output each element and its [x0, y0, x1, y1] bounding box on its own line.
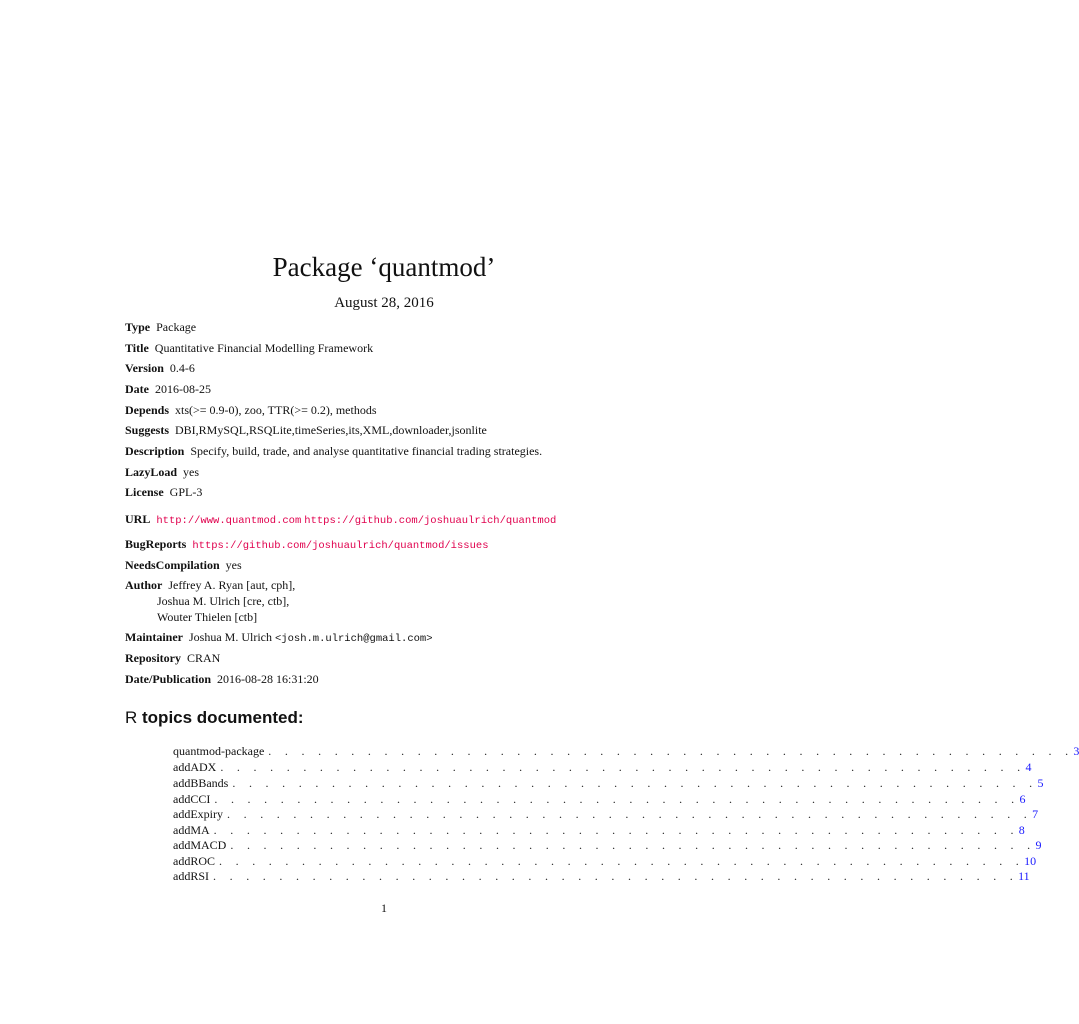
field-maintainer — [125, 629, 433, 647]
toc-leader-dots: . . . . . . . . . . . . . . . . . . . . . . . . . . . . . . . . . . . . . . . . . . . . . . . . . — [214, 792, 1020, 806]
field-title — [125, 340, 373, 356]
field-label: BugReports — [125, 537, 187, 551]
toc-leader-dots: . . . . . . . . . . . . . . . . . . . . . . . . . . . . . . . . . . . . . . . . . . . . . . . . . — [219, 854, 1025, 868]
field-label: Description — [125, 444, 185, 458]
field-label: License — [125, 485, 164, 499]
toc-row[interactable] — [173, 853, 1037, 869]
toc-page-link[interactable]: 5 — [1037, 776, 1044, 790]
field-value: DBI,RMySQL,RSQLite,timeSeries,its,XML,downloader,jsonlite — [175, 423, 487, 437]
toc-row[interactable] — [173, 806, 1039, 822]
field-date — [125, 381, 211, 397]
toc-leader-dots: . . . . . . . . . . . . . . . . . . . . . . . . . . . . . . . . . . . . . . . . . . . . . . . . . — [227, 807, 1033, 821]
field-label: Maintainer — [125, 630, 183, 644]
field-value: Package — [156, 320, 197, 334]
field-value: xts(>= 0.9-0), zoo, TTR(>= 0.2), methods — [175, 403, 377, 417]
field-label: Repository — [125, 651, 181, 665]
field-bugreports — [125, 536, 489, 554]
toc-entry-name[interactable]: addRSI — [173, 869, 209, 883]
toc-page-link[interactable]: 3 — [1073, 744, 1079, 758]
maintainer-email: <josh.m.ulrich@gmail.com> — [275, 633, 433, 645]
author-line-2: Joshua M. Ulrich [cre, ctb], — [157, 594, 290, 608]
toc-row[interactable] — [173, 868, 1030, 884]
field-label: Suggests — [125, 423, 170, 437]
field-label: Date — [125, 382, 149, 396]
toc-entry-name[interactable]: addBBands — [173, 776, 229, 790]
field-label: URL — [125, 512, 151, 526]
toc-page-link[interactable]: 6 — [1019, 792, 1026, 806]
toc-leader-dots: . . . . . . . . . . . . . . . . . . . . . . . . . . . . . . . . . . . . . . . . . . . . . . . . . — [213, 823, 1019, 837]
toc-entry-name[interactable]: quantmod-package — [173, 744, 265, 758]
toc-row[interactable] — [173, 837, 1042, 853]
field-description — [125, 443, 542, 459]
url-link-github[interactable]: https://github.com/joshuaulrich/quantmod — [304, 515, 557, 527]
toc-page-link[interactable]: 8 — [1018, 823, 1025, 837]
toc-leader-dots: . . . . . . . . . . . . . . . . . . . . . . . . . . . . . . . . . . . . . . . . . . . . . . . . . — [220, 760, 1026, 774]
toc-page-link[interactable]: 11 — [1018, 869, 1030, 883]
field-value: yes — [225, 558, 242, 572]
topics-heading-text: topics documented: — [142, 708, 304, 727]
field-value: CRAN — [187, 651, 221, 665]
toc-row[interactable] — [173, 791, 1026, 807]
field-value: 0.4-6 — [169, 361, 195, 375]
bugreports-link[interactable]: https://github.com/joshuaulrich/quantmod/issues — [192, 540, 489, 552]
field-value: Quantitative Financial Modelling Framework — [154, 341, 374, 355]
toc-entry-name[interactable]: addADX — [173, 760, 217, 774]
package-title: Package ‘quantmod’ — [272, 252, 496, 282]
r-prefix: R — [125, 708, 138, 727]
toc-page-link[interactable]: 4 — [1025, 760, 1032, 774]
field-label: Version — [125, 361, 164, 375]
field-suggests — [125, 422, 487, 438]
field-datepublication — [125, 671, 319, 687]
toc-entry-name[interactable]: addMACD — [173, 838, 227, 852]
maintainer-name: Joshua M. Ulrich — [189, 630, 272, 644]
field-label: Title — [125, 341, 149, 355]
page-number: 1 — [381, 901, 387, 915]
field-label: LazyLoad — [125, 465, 178, 479]
field-value: 2016-08-25 — [155, 382, 211, 396]
field-depends — [125, 402, 377, 418]
toc-leader-dots: . . . . . . . . . . . . . . . . . . . . . . . . . . . . . . . . . . . . . . . . . . . . . . . . . — [230, 838, 1036, 852]
toc-row[interactable] — [173, 775, 1044, 791]
toc-row[interactable] — [173, 743, 1079, 759]
toc-leader-dots: . . . . . . . . . . . . . . . . . . . . . . . . . . . . . . . . . . . . . . . . . . . . . . . . . — [268, 744, 1074, 758]
toc-row[interactable] — [173, 822, 1025, 838]
toc-entry-name[interactable]: addCCI — [173, 792, 211, 806]
toc-entry-name[interactable]: addExpiry — [173, 807, 223, 821]
toc-row[interactable] — [173, 759, 1032, 775]
field-label: Type — [125, 320, 151, 334]
field-license — [125, 484, 202, 500]
field-url — [125, 511, 556, 529]
field-value: Specify, build, trade, and analyse quantitative financial trading strategies. — [190, 444, 543, 458]
toc-leader-dots: . . . . . . . . . . . . . . . . . . . . . . . . . . . . . . . . . . . . . . . . . . . . . . . . . — [232, 776, 1038, 790]
author-line-3: Wouter Thielen [ctb] — [157, 610, 258, 624]
toc-entry-name[interactable]: addMA — [173, 823, 210, 837]
field-type — [125, 319, 196, 335]
field-author — [125, 577, 295, 593]
package-date: August 28, 2016 — [334, 295, 434, 311]
field-label: NeedsCompilation — [125, 558, 220, 572]
field-label: Author — [125, 578, 163, 592]
field-needscompilation — [125, 557, 242, 573]
field-lazyload — [125, 464, 199, 480]
field-value: 2016-08-28 16:31:20 — [217, 672, 319, 686]
toc-page-link[interactable]: 9 — [1035, 838, 1042, 852]
url-link-quantmod[interactable]: http://www.quantmod.com — [156, 515, 302, 527]
author-line-1: Jeffrey A. Ryan [aut, cph], — [168, 578, 296, 592]
field-version — [125, 360, 195, 376]
toc-leader-dots: . . . . . . . . . . . . . . . . . . . . . . . . . . . . . . . . . . . . . . . . . . . . . . . . . — [213, 869, 1019, 883]
topics-heading — [125, 706, 304, 730]
toc-entry-name[interactable]: addROC — [173, 854, 215, 868]
field-label: Date/Publication — [125, 672, 211, 686]
toc-page-link[interactable]: 10 — [1024, 854, 1037, 868]
field-label: Depends — [125, 403, 170, 417]
field-value: GPL-3 — [169, 485, 203, 499]
field-repository — [125, 650, 220, 666]
toc-page-link[interactable]: 7 — [1032, 807, 1039, 821]
field-value: yes — [183, 465, 200, 479]
